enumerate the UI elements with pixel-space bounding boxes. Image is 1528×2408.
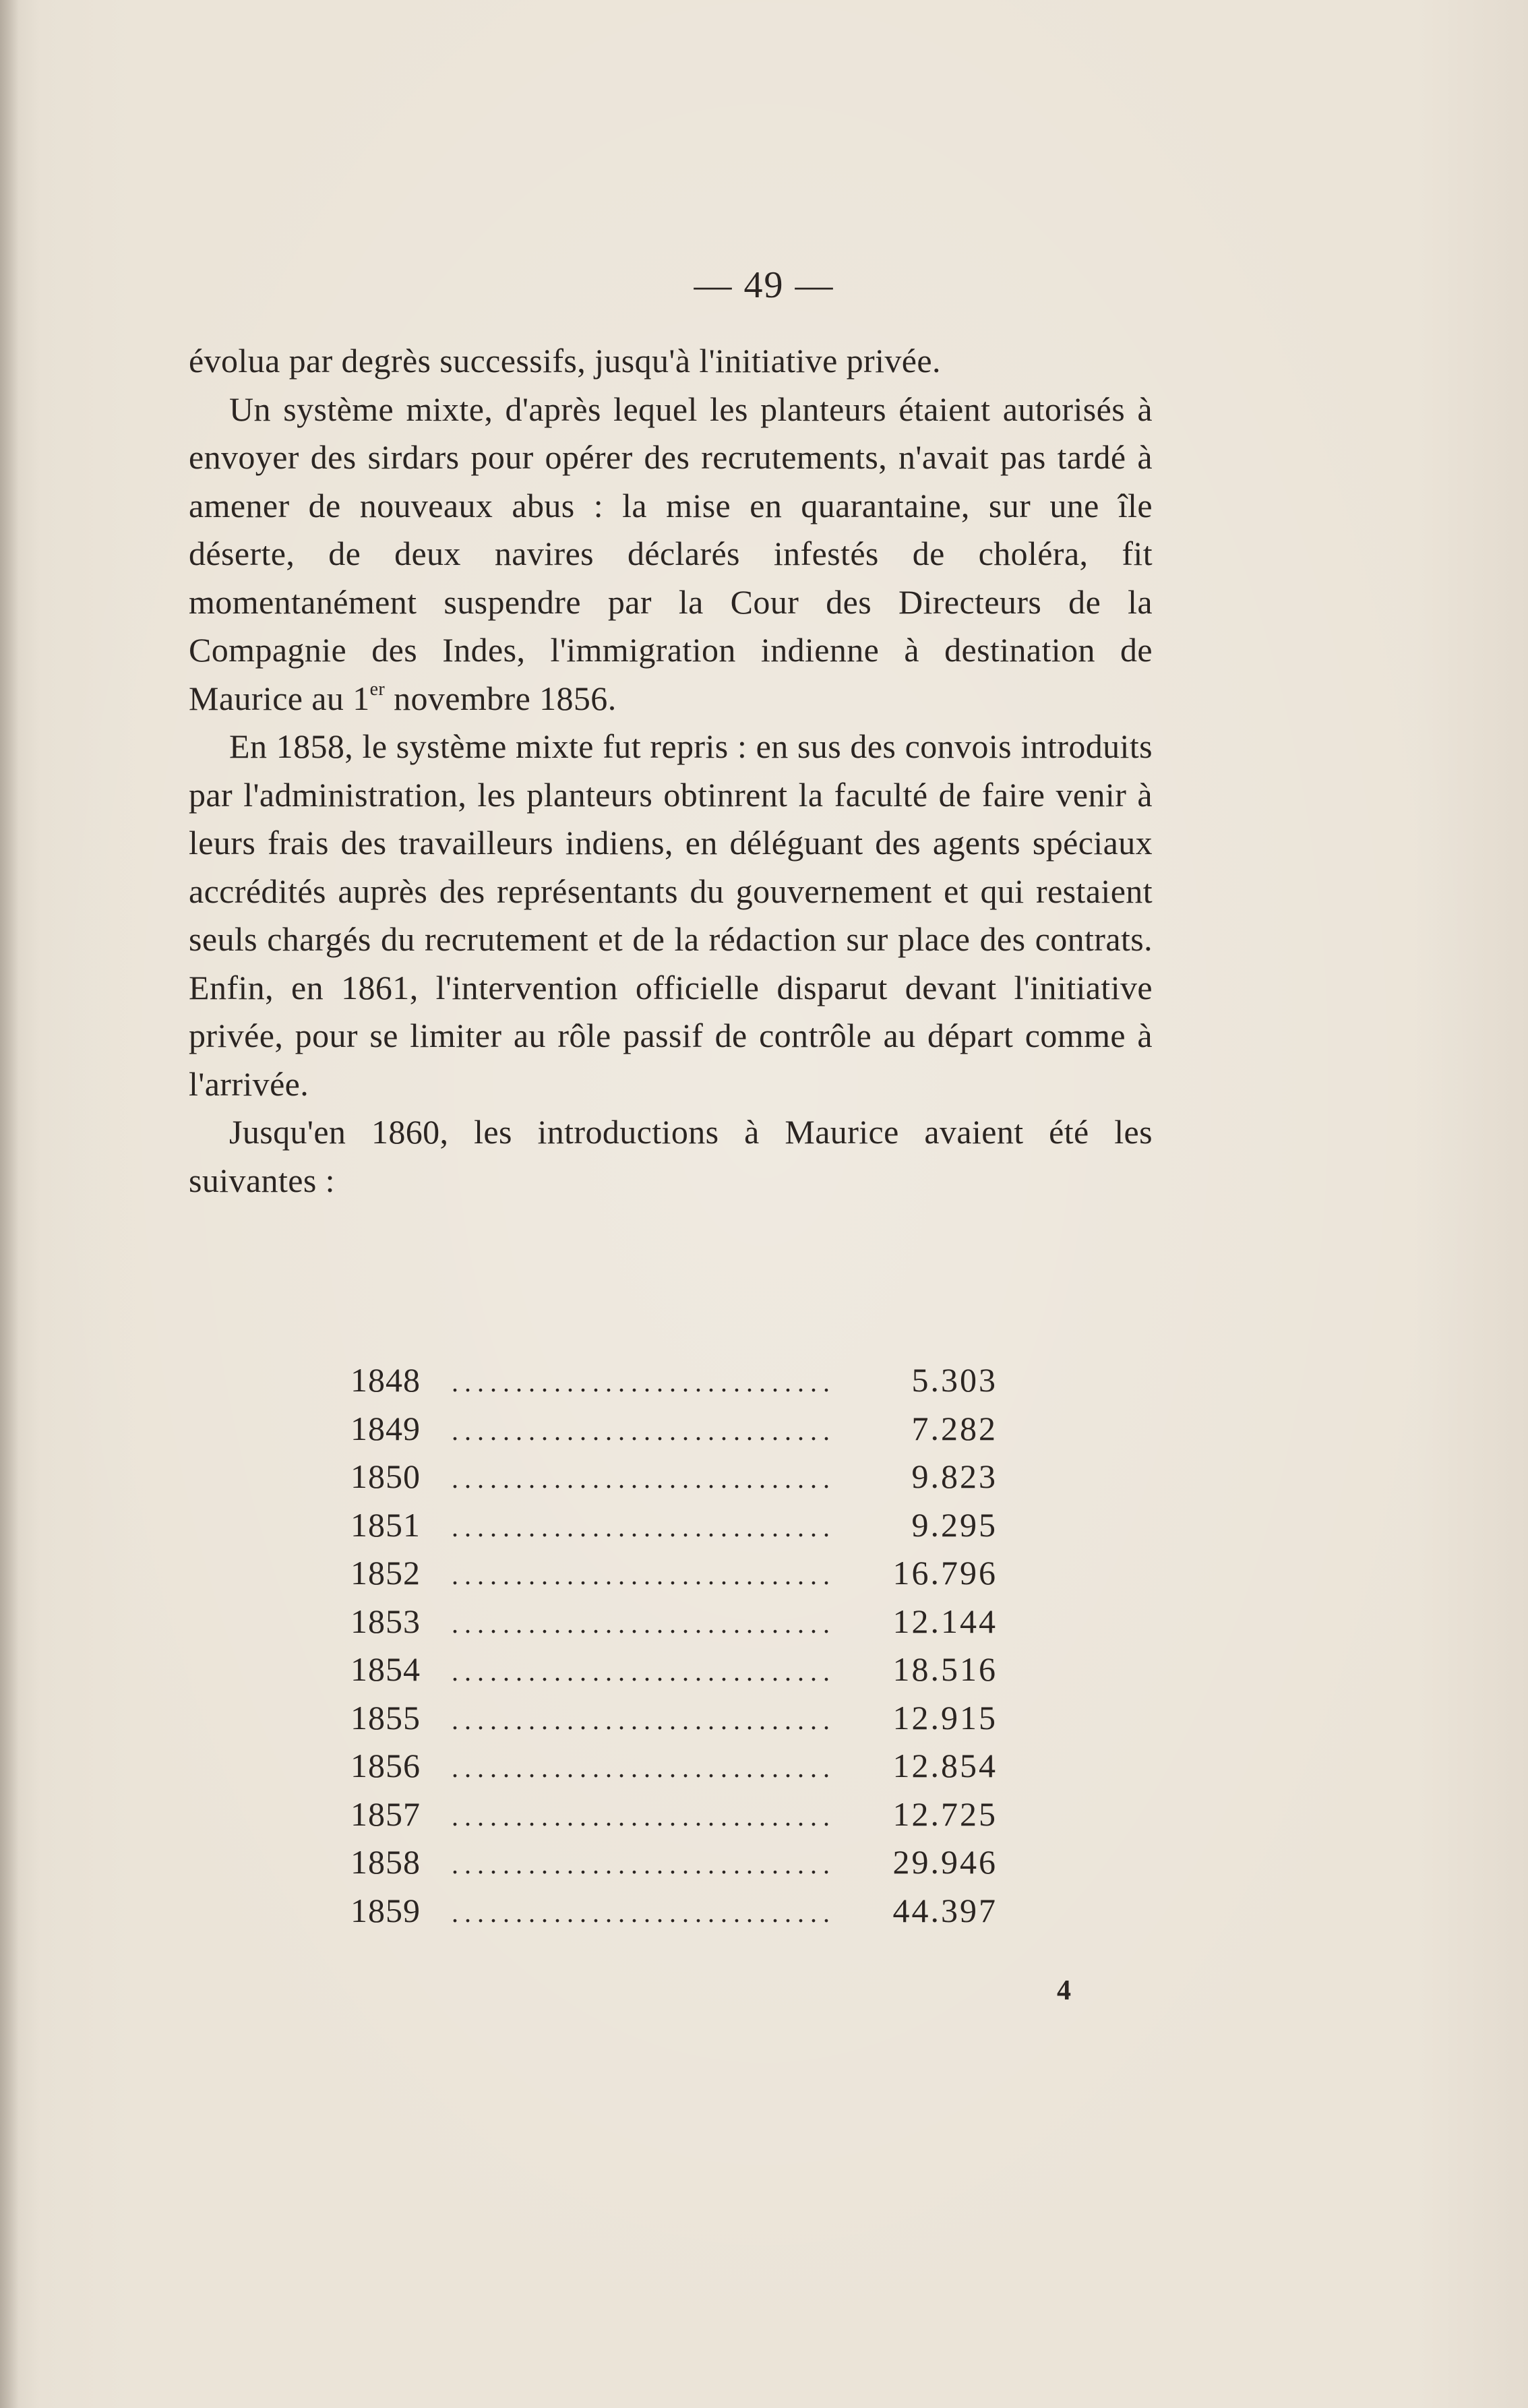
year-cell: 1849 (350, 1409, 421, 1447)
table-row (350, 1598, 998, 1646)
value-cell: 18.516 (892, 1650, 998, 1688)
table-row (350, 1356, 998, 1405)
table-row (350, 1887, 998, 1935)
year-cell: 1858 (350, 1843, 421, 1881)
value-cell: 44.397 (892, 1891, 998, 1929)
dot-leader (452, 1889, 836, 1937)
year-cell: 1852 (350, 1554, 421, 1592)
table-row (350, 1646, 998, 1694)
year-cell: 1854 (350, 1650, 421, 1688)
year-cell: 1857 (350, 1795, 421, 1833)
paragraph-1: évolua par degrès successifs, jusqu'à l'initiative privée. (189, 342, 941, 380)
paragraph-4: Jusqu'en 1860, les introductions à Maurice avaient été les suivantes : (189, 1113, 1153, 1199)
table-row (350, 1549, 998, 1598)
value-cell: 12.725 (892, 1795, 998, 1833)
year-cell: 1859 (350, 1891, 421, 1929)
paragraph-2-text: Un système mixte, d'après lequel les planteurs étaient autorisés à envoyer des sirdars pour opérer des recrutements, n'avait pas tardé à amener de nouveaux abus : la mise en quarantaine, sur une île déserte, de deux navires déclarés infestés de choléra, fit momentanément suspendre par la Cour des Directeurs de la Compagnie des Indes, l'immigration indienne à destination de Maurice au (189, 390, 1153, 717)
table-row (350, 1694, 998, 1743)
year-cell: 1856 (350, 1747, 421, 1784)
dot-leader (452, 1600, 836, 1648)
dot-leader (452, 1696, 836, 1745)
dot-leader (452, 1840, 836, 1889)
introductions-table (350, 1356, 998, 1935)
value-cell: 7.282 (911, 1409, 998, 1447)
year-cell: 1848 (350, 1361, 421, 1399)
table-row (350, 1453, 998, 1501)
signature-mark: 4 (1057, 1975, 1071, 2006)
dot-leader (452, 1407, 836, 1455)
ordinal-suffix: er (369, 678, 386, 700)
value-cell: 29.946 (892, 1843, 998, 1881)
dot-leader (452, 1551, 836, 1600)
table-row (350, 1838, 998, 1887)
value-cell: 9.823 (911, 1457, 998, 1495)
year-cell: 1851 (350, 1505, 421, 1544)
value-cell: 12.854 (892, 1747, 998, 1784)
table-row (350, 1790, 998, 1839)
table-row (350, 1405, 998, 1453)
year-cell: 1855 (350, 1698, 421, 1737)
value-cell: 16.796 (892, 1554, 998, 1592)
gutter-shadow (0, 0, 19, 2408)
paragraph-2-end: novembre 1856. (394, 679, 617, 717)
value-cell: 12.144 (892, 1602, 998, 1640)
dot-leader (452, 1648, 836, 1696)
paragraph-3: En 1858, le système mixte fut repris : en sus des convois introduits par l'administration, les planteurs obtinrent la faculté de faire venir à leurs frais des travailleurs indiens, en déléguant des agents spéciaux accrédités auprès des représentants du gouvernement et qui restaient seuls chargés du recrutement et de la rédaction sur place des contrats. Enfin, en 1861, l'intervention officielle disparut devant l'initiative privée, pour se limiter au rôle passif de contrôle au départ comme à l'arrivée. (189, 727, 1153, 1103)
dot-leader (452, 1793, 836, 1841)
table-row (350, 1501, 998, 1550)
dot-leader (452, 1455, 836, 1503)
paragraph-2 (189, 386, 1153, 723)
value-cell: 12.915 (892, 1698, 998, 1737)
dot-leader (452, 1744, 836, 1793)
value-cell: 9.295 (911, 1505, 998, 1544)
dot-leader (452, 1358, 836, 1407)
table-row (350, 1742, 998, 1790)
year-cell: 1850 (350, 1457, 421, 1495)
dot-leader (452, 1503, 836, 1552)
page-number: — 49 — (694, 264, 834, 306)
body-text (189, 337, 1153, 1205)
year-cell: 1853 (350, 1602, 421, 1640)
value-cell: 5.303 (911, 1361, 998, 1399)
ordinal-number: 1 (353, 679, 370, 717)
